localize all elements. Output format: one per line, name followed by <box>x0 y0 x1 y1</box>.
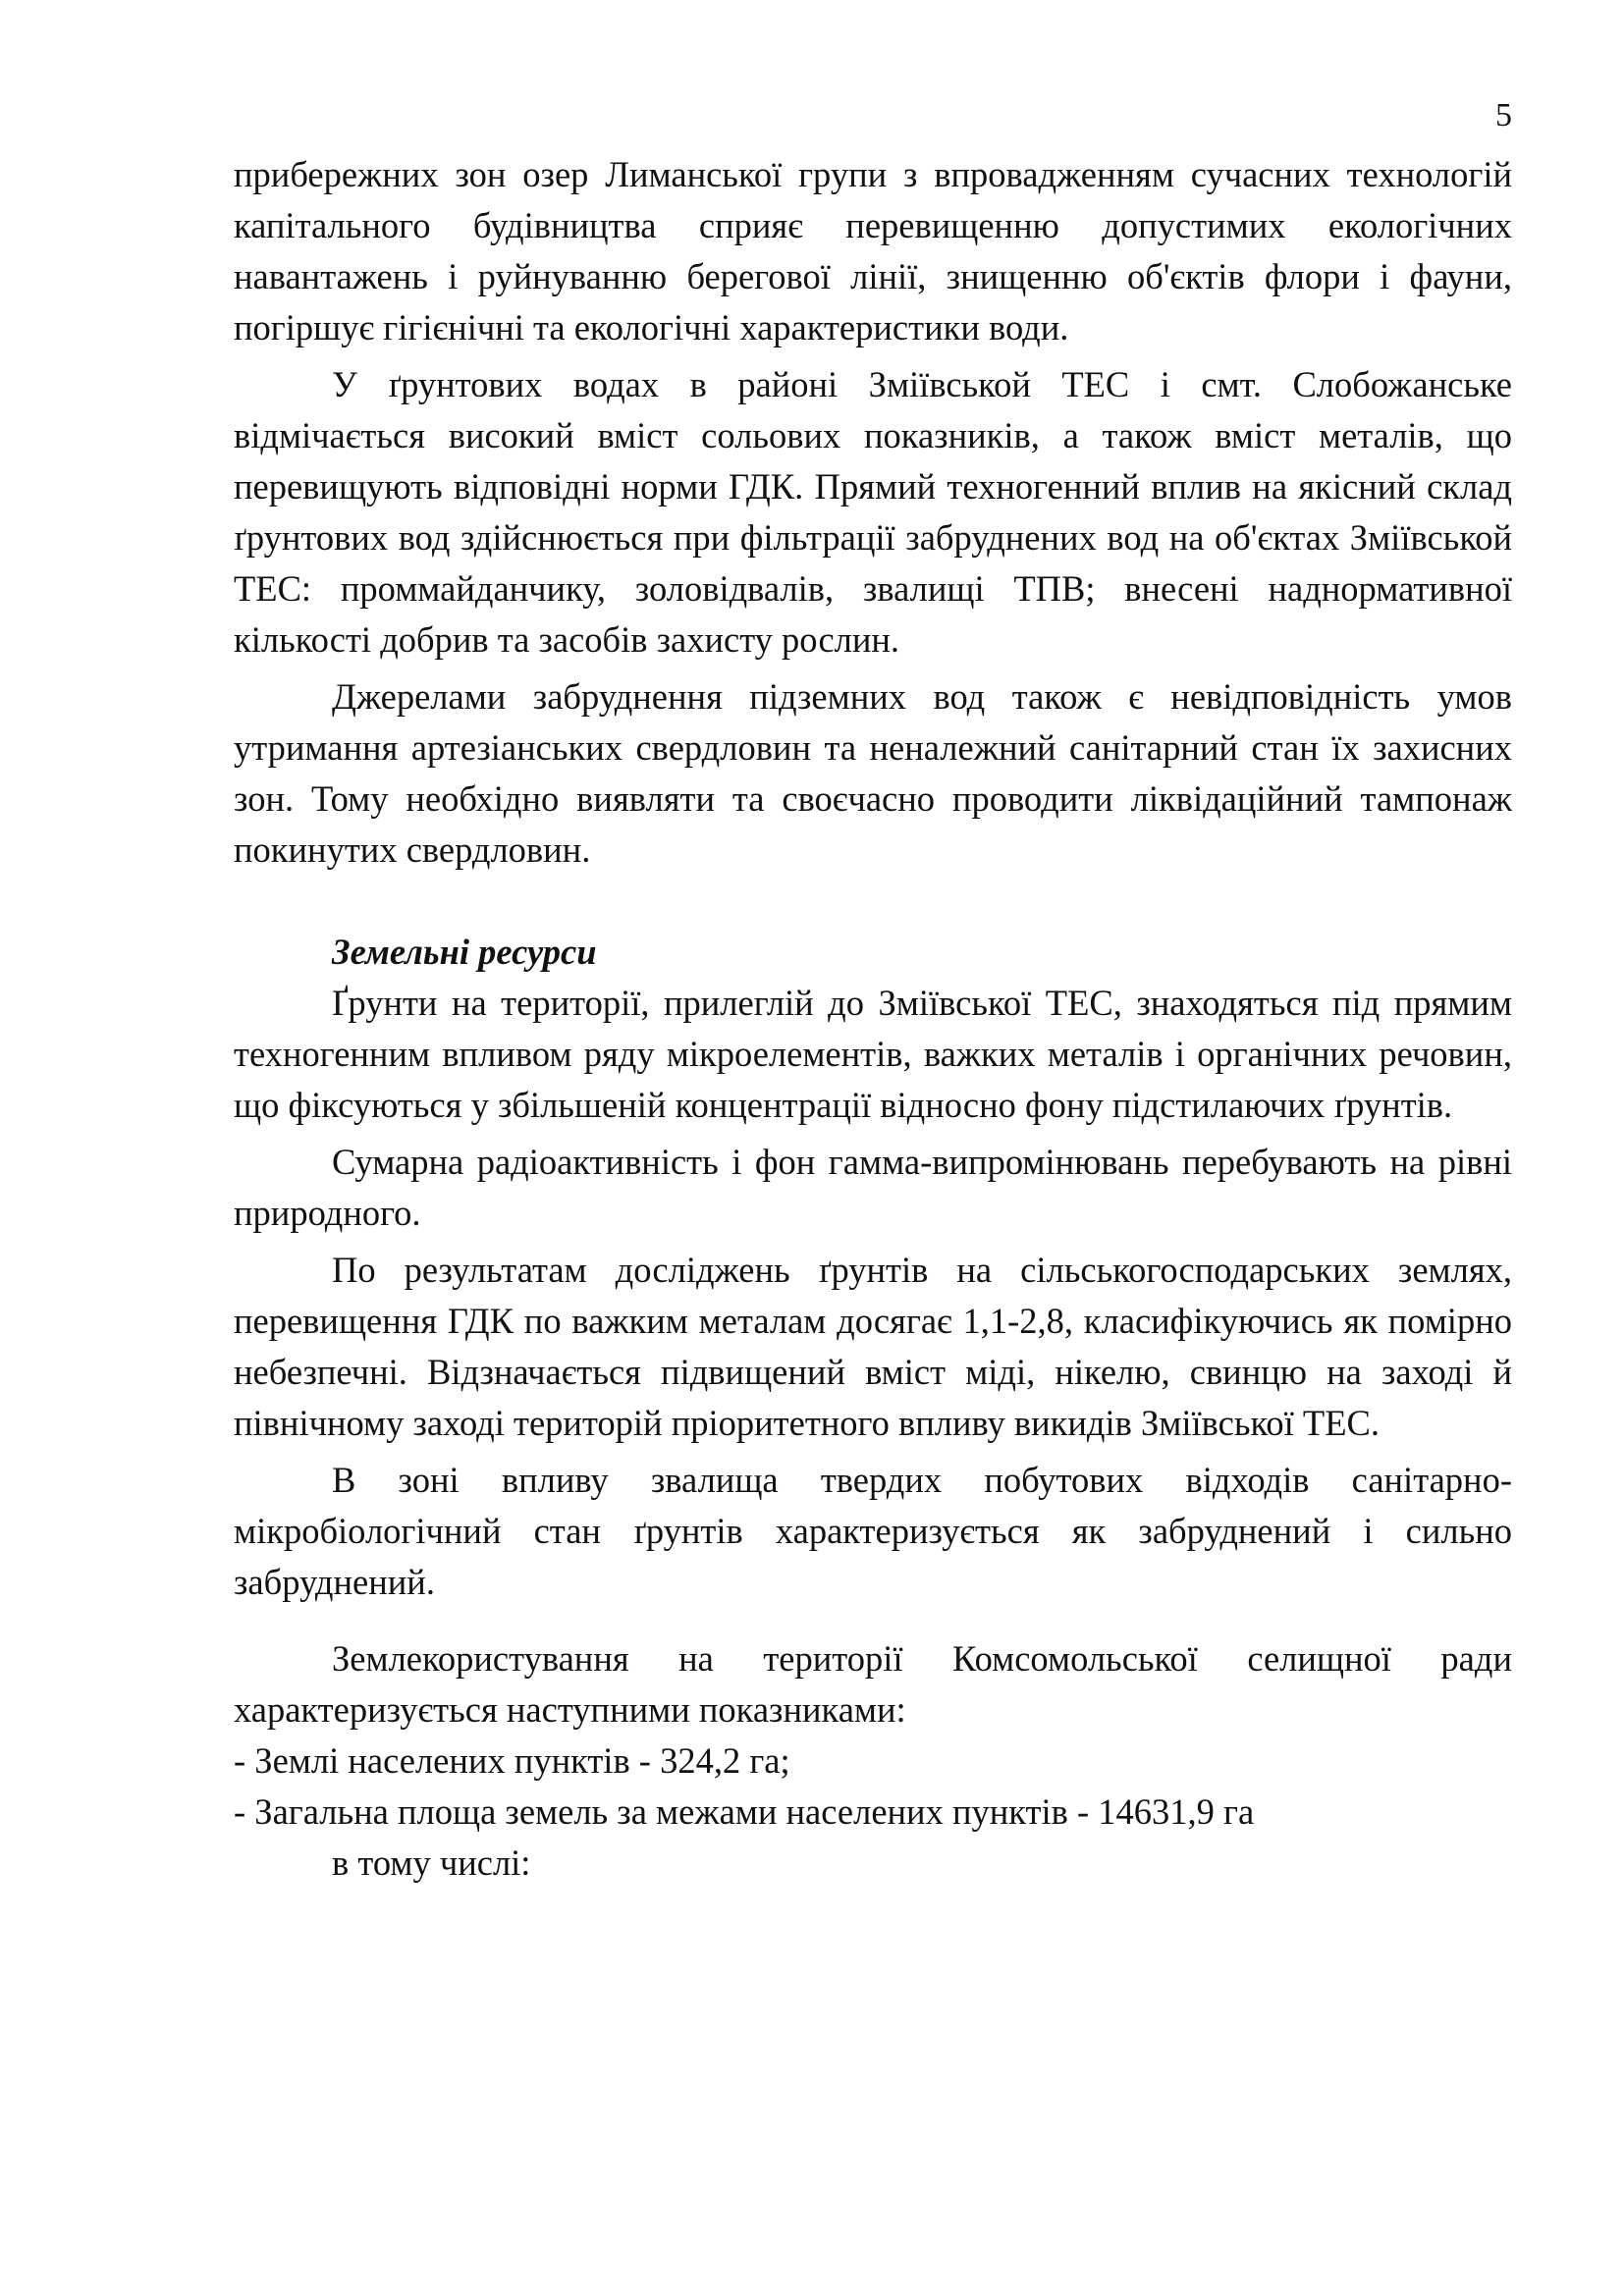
page-number: 5 <box>1495 97 1512 133</box>
paragraph: Джерелами забруднення підземних вод також є невідповідність умов утримання артезіанських свердловин та неналежний санітарний стан їх захисних зон. Тому необхідно виявляти та своєчасно проводити ліквідаційний тампонаж покинутих свердловин. <box>234 676 1512 870</box>
list-item: - Загальна площа земель за межами населених пунктів - 14631,9 га <box>234 1791 1255 1832</box>
paragraph: Землекористування на території Комсомольської селищної ради характеризується наступними показниками: <box>234 1638 1512 1730</box>
list-item: - Землі населених пунктів - 324,2 га; <box>234 1740 790 1781</box>
paragraph: прибережних зон озер Лиманської групи з впровадженням сучасних технологій капітального будівництва сприяє перевищенню допустимих екологічних навантажень і руйнуванню берегової лінії, знищенню об'єктів флори і фауни, погіршує гігієнічні та екологічні характеристики води. <box>234 154 1512 347</box>
paragraph: У ґрунтових водах в районі Зміївськой ТЕС і смт. Слобожанське відмічається високий вміст сольових показників, а також вміст металів, що перевищують відповідні норми ГДК. Прямий техногенний вплив на якісний склад ґрунтових вод здійснюється при фільтрації забруднених вод на об'єктах Зміївськой ТЕС: проммайданчику, золовідвалів, звалищі ТПВ; внесені наднормативної кількості добрив та засобів захисту рослин. <box>234 364 1512 660</box>
paragraph: Сумарна радіоактивність і фон гамма-випромінювань перебувають на рівні природного. <box>234 1142 1512 1233</box>
paragraph: В зоні впливу звалища твердих побутових відходів санітарно-мікробіологічний стан ґрунтів характеризується як забруднений і сильно забруднений. <box>234 1460 1512 1602</box>
paragraph: Ґрунти на території, прилеглій до Зміївської ТЕС, знаходяться під прямим техногенним впливом ряду мікроелементів, важких металів і органічних речовин, що фіксуються у збільшеній концентрації відносно фону підстилаючих ґрунтів. <box>234 983 1512 1125</box>
list-continuation: в тому числі: <box>332 1842 531 1883</box>
section-heading: Земельні ресурси <box>332 932 597 972</box>
paragraph: По результатам досліджень ґрунтів на сільськогосподарських землях, перевищення ГДК по важким металам досягає 1,1-2,8, класифікуючись як помірно небезпечні. Відзначається підвищений вміст міді, нікелю, свинцю на заході й північному заході територій пріоритетного впливу викидів Зміївської ТЕС. <box>234 1250 1512 1443</box>
document-body <box>234 149 1512 1889</box>
